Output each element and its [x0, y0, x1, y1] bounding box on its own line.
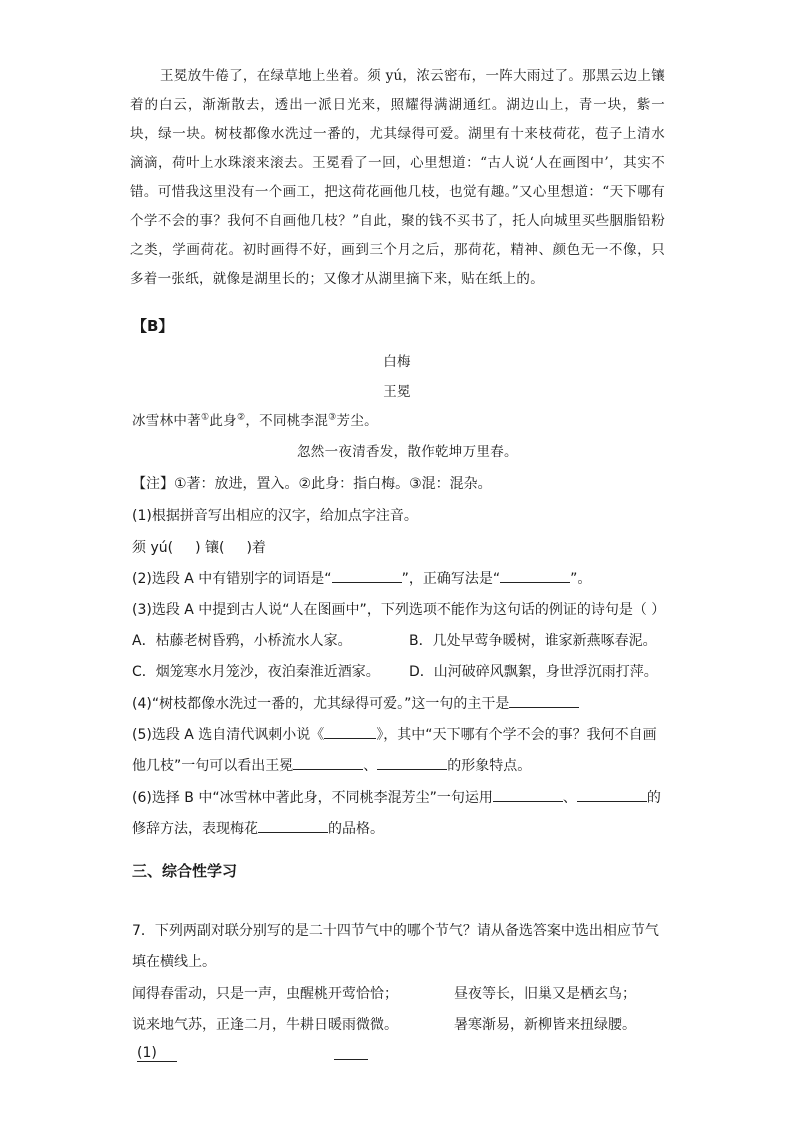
question-1-blanks: [132, 537, 266, 557]
question-2: [132, 568, 591, 588]
couplet-2-upper: 昼夜等长，旧巢又是栖玄鸟；: [454, 986, 636, 1002]
q5-part-e: 的形象特点。: [447, 758, 532, 774]
note-mark-1: ①: [201, 412, 210, 423]
question-6-line-1: [132, 787, 661, 807]
passage-a: [130, 62, 665, 294]
q2-part-b: ”，正确写法是“: [401, 571, 501, 587]
note-mark-2: ②: [236, 412, 246, 423]
q6-blank-1[interactable]: [493, 787, 563, 802]
note: 【注】①著：放进，置入。②此身：指白梅。③混：混杂。: [132, 476, 492, 492]
answer-1: [137, 1045, 177, 1061]
q1-part-b: ) 镶(: [195, 540, 225, 556]
couplet-1-lower: 说来地气苏，正逢二月，牛耕日暖雨微微。: [132, 1017, 398, 1033]
q6-part-e: 的品格。: [328, 821, 384, 837]
answer-2[interactable]: [334, 1045, 368, 1064]
poem-title: 白梅: [383, 354, 411, 370]
option-d[interactable]: D．山河破碎风飘絮，身世浮沉雨打萍。: [409, 664, 658, 680]
question-7-line-2: 填在横线上。: [132, 954, 216, 970]
q2-blank-1[interactable]: [332, 568, 402, 583]
couplet-2-lower: 暑寒渐易，新柳皆来扭绿腰。: [454, 1017, 636, 1033]
option-a[interactable]: A．枯藤老树昏鸦，小桥流水人家。: [132, 633, 352, 649]
poem-line-1-c: ，不同桃李混: [245, 413, 329, 429]
q5-part-b: 》，其中“天下哪有个学不会的事？我何不自画: [376, 727, 657, 743]
poem-line-1-b: 此身: [209, 413, 237, 429]
q6-part-d: 修辞方法，表现梅花: [132, 821, 258, 837]
q5-part-a: (5)选段 A 选自清代讽刺小说《: [132, 727, 325, 743]
q6-part-c: 的: [646, 790, 661, 806]
q5-blank-2[interactable]: [293, 755, 363, 770]
q5-part-d: 、: [363, 758, 378, 774]
poem-line-1: [132, 409, 378, 429]
q5-blank-1[interactable]: [324, 724, 376, 739]
q6-part-b: 、: [562, 790, 577, 806]
q2-blank-2[interactable]: [500, 568, 570, 583]
question-5-line-1: [132, 724, 657, 744]
couplet-1-upper: 闻得春雷动，只是一声，虫醒桃开莺恰恰；: [132, 986, 398, 1002]
section-3-heading: 三、综合性学习: [132, 862, 238, 880]
question-4: [132, 693, 579, 713]
question-3: (3)选段 A 中提到古人说“人在图画中”，下列选项不能作为这句话的例证的诗句是（ ）: [132, 602, 666, 618]
answer-1-label: (1): [137, 1045, 177, 1062]
passage-a-text: 王冕放牛倦了，在绿草地上坐着。须 yú，浓云密布，一阵大雨过了。那黑云边上镶着的白云，渐渐散去，透出一派日光来，照耀得满湖通红。湖边山上，青一块，紫一块，绿一块。树枝都像水洗过一番的，尤其绿得可爱。湖里有十来枝荷花，苞子上清水滴滴，荷叶上水珠滚来滚去。王冕看了一回，心里想道：“古人说‘人在画图中’，其实不错。可惜我这里没有一个画工，把这荷花画他几枝，也觉有趣。”又心里想道：“天下哪有个学不会的事？我何不自画他几枝？”自此，聚的钱不买书了，托人向城里买些胭脂铅粉之类，学画荷花。初时画得不好，画到三个月之后，那荷花，精神、颜色无一不像，只多着一张纸，就像是湖里长的；又像才从湖里摘下来，贴在纸上的。: [130, 68, 665, 287]
q1-part-c: )着: [246, 540, 266, 556]
q6-part-a: (6)选择 B 中“冰雪林中著此身，不同桃李混芳尘”一句运用: [132, 790, 493, 806]
q1-part-a: 须 yú(: [132, 540, 174, 556]
q2-part-a: (2)选段 A 中有错别字的词语是“: [132, 571, 332, 587]
poem-author: 王冕: [383, 384, 411, 400]
q5-blank-3[interactable]: [377, 755, 447, 770]
q5-part-c: 他几枝”一句可以看出王冕: [132, 758, 294, 774]
option-b[interactable]: B．几处早莺争暖树，谁家新燕啄春泥。: [409, 633, 657, 649]
poem-line-2: 忽然一夜清香发，散作乾坤万里春。: [297, 444, 518, 460]
label-b: 【B】: [132, 317, 174, 335]
q4-text: (4)“树枝都像水洗过一番的，尤其绿得可爱。”这一句的主干是: [132, 696, 510, 712]
question-5-line-2: [132, 755, 531, 775]
q6-blank-2[interactable]: [577, 787, 647, 802]
answer-2-blank[interactable]: [334, 1045, 368, 1060]
poem-line-1-a: 冰雪林中著: [132, 413, 201, 429]
note-mark-3: ③: [328, 412, 337, 423]
q2-part-c: ”。: [570, 571, 592, 587]
question-7-line-1: 7．下列两副对联分别写的是二十四节气中的哪个节气？请从备选答案中选出相应节气: [132, 923, 659, 939]
option-c[interactable]: C．烟笼寒水月笼沙，夜泊秦淮近酒家。: [132, 664, 380, 680]
poem-line-1-d: 芳尘。: [336, 413, 378, 429]
q6-blank-3[interactable]: [258, 818, 328, 833]
question-1: (1)根据拼音写出相应的汉字，给加点字注音。: [132, 508, 418, 524]
q4-blank[interactable]: [509, 693, 579, 708]
question-6-line-2: [132, 818, 384, 838]
